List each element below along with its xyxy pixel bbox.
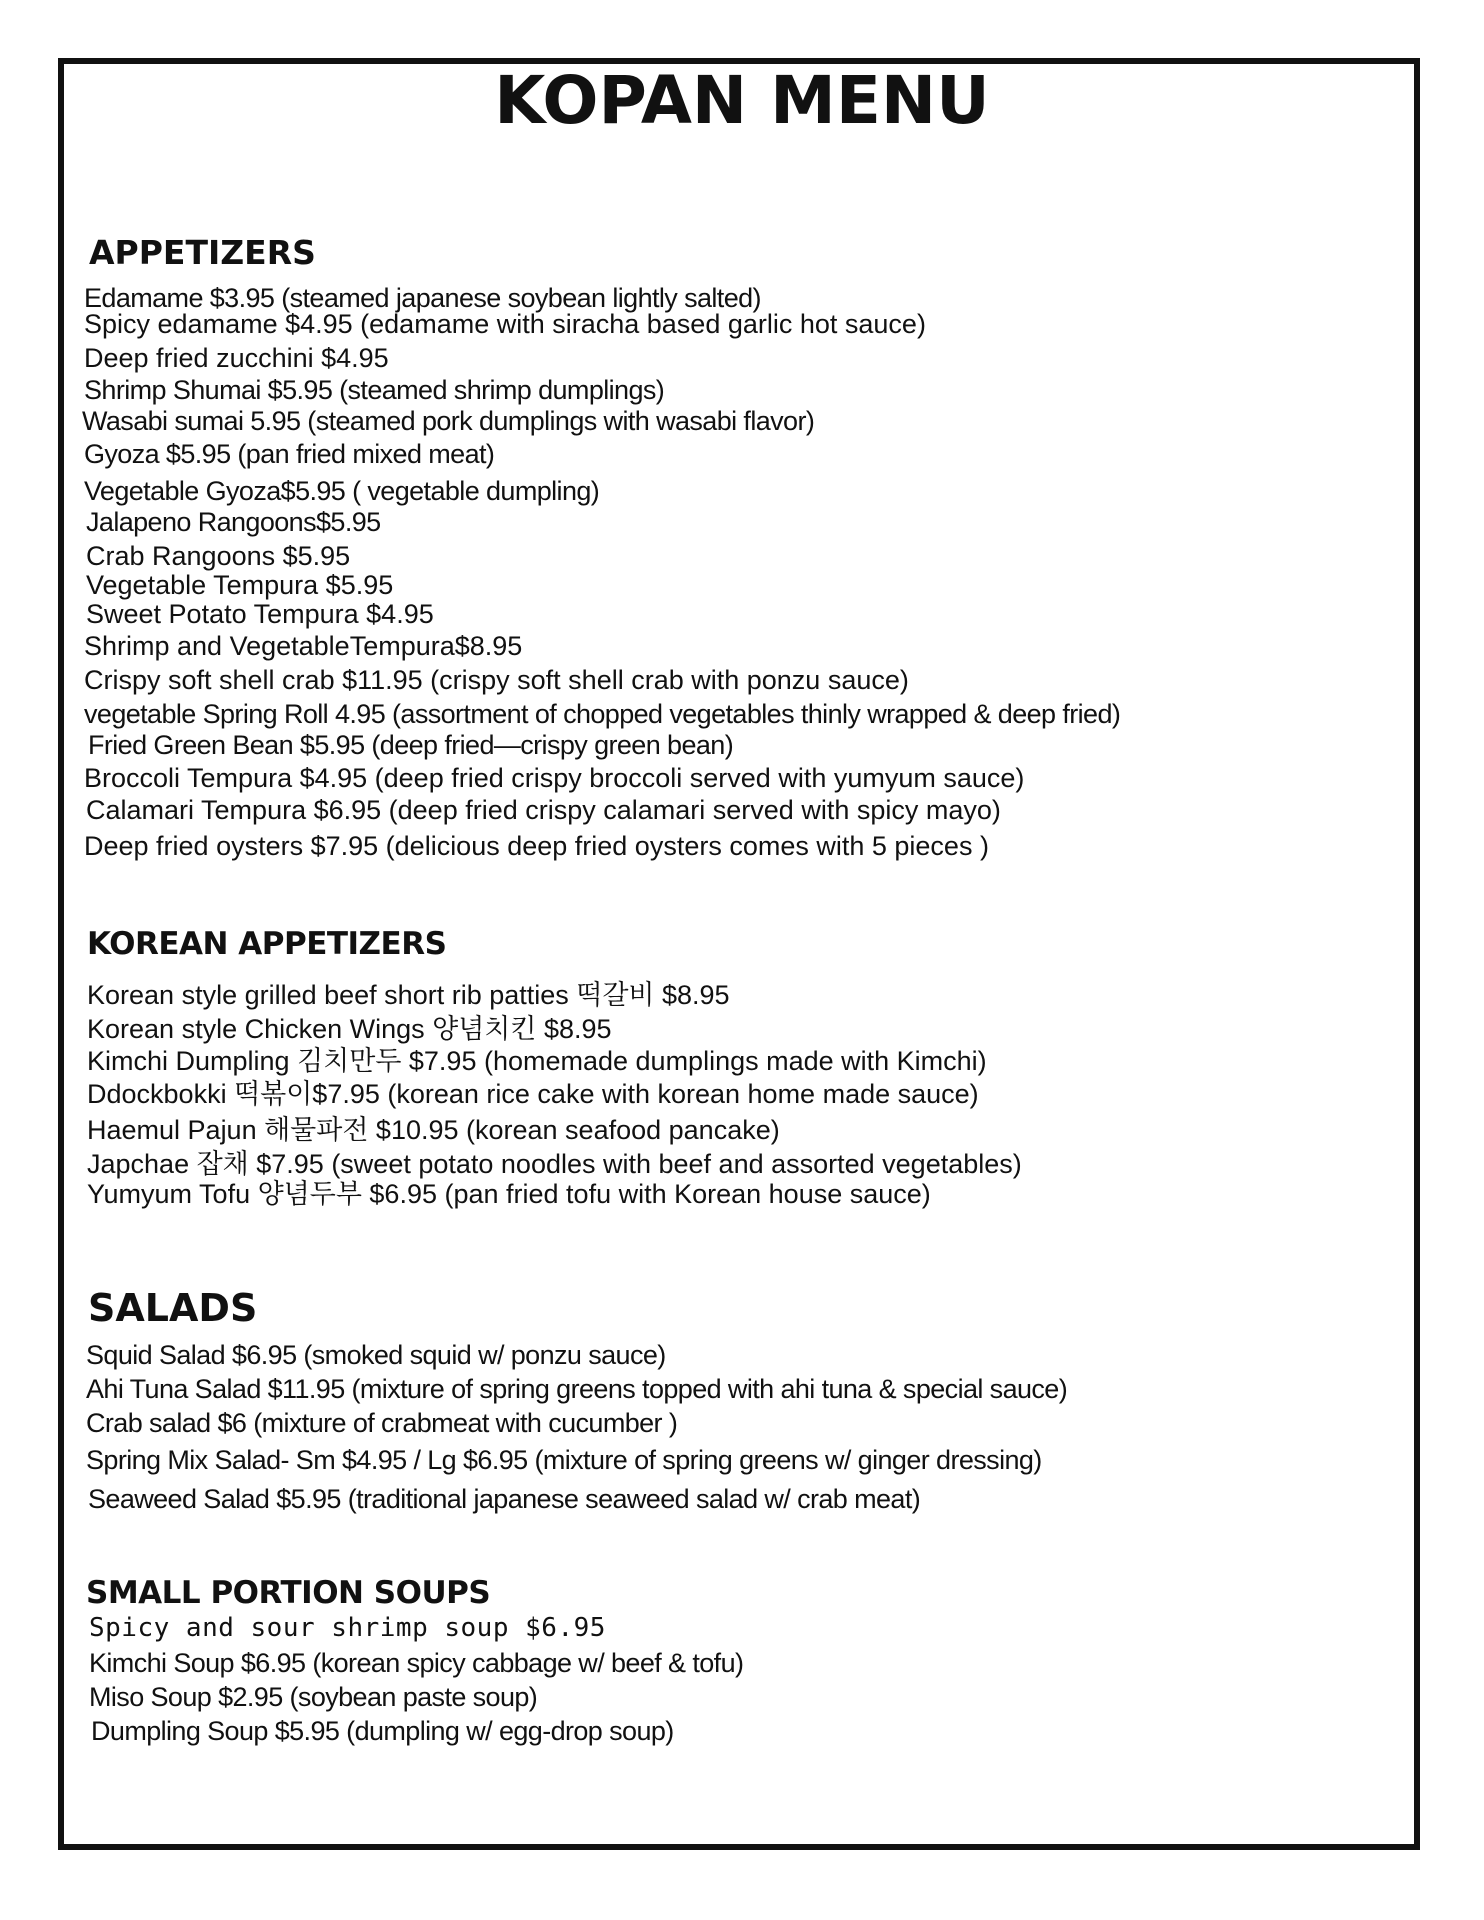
korean-appetizer-item: Korean style Chicken Wings 양념치킨 $8.95 [87, 1014, 612, 1044]
menu-title: KOPAN MENU [494, 62, 990, 139]
appetizer-item: Broccoli Tempura $4.95 (deep fried crispy broccoli served with yumyum sauce) [84, 763, 1025, 793]
appetizer-item: Wasabi sumai 5.95 (steamed pork dumplings with wasabi flavor) [82, 406, 815, 436]
appetizer-item: Sweet Potato Tempura $4.95 [86, 599, 434, 629]
soup-item: Miso Soup $2.95 (soybean paste soup) [89, 1682, 538, 1712]
soup-item: Spicy and sour shrimp soup $6.95 [89, 1613, 606, 1643]
section-heading-small-portion-soups: SMALL PORTION SOUPS [86, 1575, 491, 1611]
appetizer-item: Edamame $3.95 (steamed japanese soybean lightly salted) [84, 283, 761, 313]
korean-appetizer-item: Kimchi Dumpling 김치만두 $7.95 (homemade dumplings made with Kimchi) [87, 1046, 987, 1076]
appetizer-item: vegetable Spring Roll 4.95 (assortment of chopped vegetables thinly wrapped & deep fried) [84, 699, 1121, 729]
appetizer-item: Deep fried oysters $7.95 (delicious deep fried oysters comes with 5 pieces ) [84, 831, 989, 861]
appetizer-item: Crispy soft shell crab $11.95 (crispy soft shell crab with ponzu sauce) [84, 665, 909, 695]
appetizer-item: Spicy edamame $4.95 (edamame with siracha based garlic hot sauce) [84, 309, 926, 339]
korean-appetizer-item: Ddockbokki 떡볶이$7.95 (korean rice cake with korean home made sauce) [87, 1079, 979, 1109]
section-heading-korean-appetizers: KOREAN APPETIZERS [87, 926, 447, 962]
salad-item: Squid Salad $6.95 (smoked squid w/ ponzu sauce) [86, 1340, 666, 1370]
salad-item: Seaweed Salad $5.95 (traditional japanese seaweed salad w/ crab meat) [88, 1484, 921, 1514]
salad-item: Spring Mix Salad- Sm $4.95 / Lg $6.95 (mixture of spring greens w/ ginger dressing) [86, 1445, 1042, 1475]
soup-item: Dumpling Soup $5.95 (dumpling w/ egg-drop soup) [91, 1716, 674, 1746]
appetizer-item: Vegetable Gyoza$5.95 ( vegetable dumpling) [84, 476, 600, 506]
appetizer-item: Calamari Tempura $6.95 (deep fried crispy calamari served with spicy mayo) [86, 795, 1001, 825]
korean-appetizer-item: Japchae 잡채 $7.95 (sweet potato noodles with beef and assorted vegetables) [87, 1149, 1022, 1179]
korean-appetizer-item: Haemul Pajun 해물파전 $10.95 (korean seafood pancake) [87, 1115, 780, 1145]
korean-appetizer-item: Korean style grilled beef short rib patties 떡갈비 $8.95 [87, 980, 730, 1010]
salad-item: Ahi Tuna Salad $11.95 (mixture of spring greens topped with ahi tuna & special sauce) [86, 1374, 1068, 1404]
salad-item: Crab salad $6 (mixture of crabmeat with cucumber ) [86, 1408, 678, 1438]
appetizer-item: Shrimp and VegetableTempura$8.95 [84, 631, 523, 661]
appetizer-item: Crab Rangoons $5.95 [86, 541, 351, 571]
korean-appetizer-item: Yumyum Tofu 양념두부 $6.95 (pan fried tofu with Korean house sauce) [87, 1179, 931, 1209]
appetizer-item: Gyoza $5.95 (pan fried mixed meat) [84, 439, 495, 469]
appetizer-item: Deep fried zucchini $4.95 [84, 343, 389, 373]
appetizer-item: Vegetable Tempura $5.95 [86, 570, 394, 600]
appetizer-item: Shrimp Shumai $5.95 (steamed shrimp dumplings) [84, 375, 665, 405]
appetizer-item: Jalapeno Rangoons$5.95 [86, 507, 381, 537]
soup-item: Kimchi Soup $6.95 (korean spicy cabbage w/ beef & tofu) [89, 1648, 744, 1678]
section-heading-appetizers: APPETIZERS [89, 233, 316, 272]
section-heading-salads: SALADS [88, 1286, 258, 1330]
appetizer-item: Fried Green Bean $5.95 (deep fried—crispy green bean) [88, 730, 734, 760]
